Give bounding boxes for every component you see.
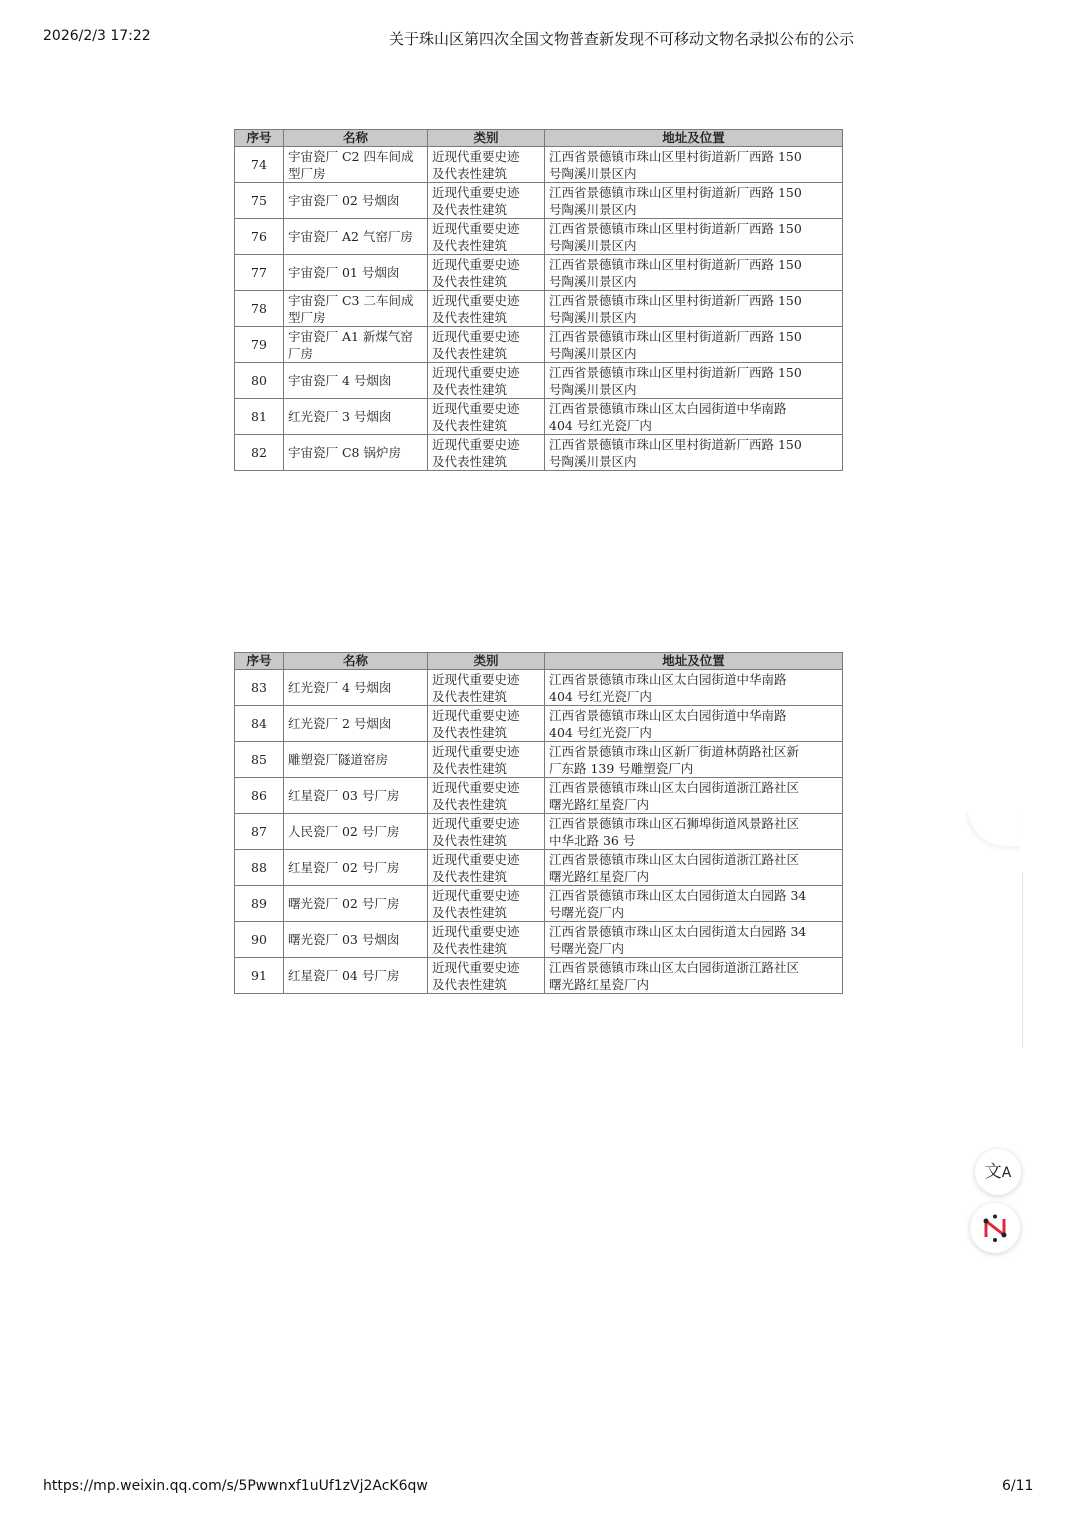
- cell-name: 曙光瓷厂 02 号厂房: [284, 886, 428, 922]
- cell-number: 89: [235, 886, 284, 922]
- print-footer-page: 6/11: [1002, 1478, 1034, 1494]
- table-row: [235, 778, 843, 814]
- cell-category: 近现代重要史迹 及代表性建筑: [428, 291, 545, 327]
- cell-name: 红光瓷厂 3 号烟囱: [284, 399, 428, 435]
- cell-address: 江西省景德镇市珠山区太白园街道中华南路 404 号红光瓷厂内: [545, 399, 843, 435]
- cell-address: 江西省景德镇市珠山区里村街道新厂西路 150 号陶溪川景区内: [545, 363, 843, 399]
- cell-address: 江西省景德镇市珠山区里村街道新厂西路 150 号陶溪川景区内: [545, 255, 843, 291]
- table-row: [235, 886, 843, 922]
- cell-address: 江西省景德镇市珠山区太白园街道浙江路社区 曙光路红星瓷厂内: [545, 850, 843, 886]
- table-row: [235, 922, 843, 958]
- cell-number: 82: [235, 435, 284, 471]
- cell-number: 84: [235, 706, 284, 742]
- cell-address: 江西省景德镇市珠山区里村街道新厂西路 150 号陶溪川景区内: [545, 291, 843, 327]
- cell-name: 宇宙瓷厂 C3 二车间成 型厂房: [284, 291, 428, 327]
- table-row: [235, 255, 843, 291]
- translate-button[interactable]: [975, 1149, 1021, 1195]
- cell-number: 87: [235, 814, 284, 850]
- print-header-title: 关于珠山区第四次全国文物普查新发现不可移动文物名录拟公布的公示: [389, 30, 855, 48]
- ai-assistant-icon: [980, 1213, 1010, 1243]
- cell-number: 88: [235, 850, 284, 886]
- cell-category: 近现代重要史迹 及代表性建筑: [428, 183, 545, 219]
- cell-category: 近现代重要史迹 及代表性建筑: [428, 327, 545, 363]
- cell-number: 85: [235, 742, 284, 778]
- cell-number: 79: [235, 327, 284, 363]
- col-header-no: 序号: [235, 130, 284, 147]
- ai-assistant-button[interactable]: [970, 1203, 1020, 1253]
- table-row: [235, 435, 843, 471]
- cell-address: 江西省景德镇市珠山区里村街道新厂西路 150 号陶溪川景区内: [545, 183, 843, 219]
- cell-category: 近现代重要史迹 及代表性建筑: [428, 742, 545, 778]
- cell-number: 81: [235, 399, 284, 435]
- cell-number: 78: [235, 291, 284, 327]
- print-header-date: 2026/2/3 17:22: [43, 28, 151, 44]
- cell-name: 雕塑瓷厂隧道窑房: [284, 742, 428, 778]
- table-row: [235, 147, 843, 183]
- cell-name: 宇宙瓷厂 A2 气窑厂房: [284, 219, 428, 255]
- cell-address: 江西省景德镇市珠山区太白园街道中华南路 404 号红光瓷厂内: [545, 670, 843, 706]
- cell-address: 江西省景德镇市珠山区太白园街道浙江路社区 曙光路红星瓷厂内: [545, 958, 843, 994]
- cell-number: 80: [235, 363, 284, 399]
- cell-address: 江西省景德镇市珠山区石狮埠街道风景路社区 中华北路 36 号: [545, 814, 843, 850]
- cell-address: 江西省景德镇市珠山区里村街道新厂西路 150 号陶溪川景区内: [545, 147, 843, 183]
- cell-name: 宇宙瓷厂 4 号烟囱: [284, 363, 428, 399]
- cell-category: 近现代重要史迹 及代表性建筑: [428, 670, 545, 706]
- table-row: [235, 183, 843, 219]
- cell-address: 江西省景德镇市珠山区太白园街道中华南路 404 号红光瓷厂内: [545, 706, 843, 742]
- table-header-row: [235, 130, 843, 147]
- col-header-address: 地址及位置: [545, 653, 843, 670]
- cell-name: 宇宙瓷厂 A1 新煤气窑 厂房: [284, 327, 428, 363]
- table-row: [235, 742, 843, 778]
- table-row: [235, 291, 843, 327]
- heritage-table-1: [234, 129, 843, 471]
- col-header-name: 名称: [284, 653, 428, 670]
- cell-name: 宇宙瓷厂 02 号烟囱: [284, 183, 428, 219]
- translate-icon: 文A: [984, 1161, 1012, 1182]
- side-panel-edge: [968, 808, 1022, 846]
- cell-name: 宇宙瓷厂 C2 四车间成 型厂房: [284, 147, 428, 183]
- table-row: [235, 706, 843, 742]
- heritage-table-2: [234, 652, 843, 994]
- cell-address: 江西省景德镇市珠山区新厂街道林荫路社区新 厂东路 139 号雕塑瓷厂内: [545, 742, 843, 778]
- table-row: [235, 219, 843, 255]
- table-row: [235, 399, 843, 435]
- cell-category: 近现代重要史迹 及代表性建筑: [428, 814, 545, 850]
- col-header-category: 类别: [428, 130, 545, 147]
- cell-address: 江西省景德镇市珠山区里村街道新厂西路 150 号陶溪川景区内: [545, 327, 843, 363]
- cell-category: 近现代重要史迹 及代表性建筑: [428, 255, 545, 291]
- table-row: [235, 850, 843, 886]
- cell-number: 86: [235, 778, 284, 814]
- table-row: [235, 958, 843, 994]
- col-header-category: 类别: [428, 653, 545, 670]
- cell-category: 近现代重要史迹 及代表性建筑: [428, 706, 545, 742]
- cell-number: 83: [235, 670, 284, 706]
- cell-name: 宇宙瓷厂 01 号烟囱: [284, 255, 428, 291]
- cell-number: 74: [235, 147, 284, 183]
- side-panel-divider: [1022, 872, 1023, 1048]
- print-footer-url: https://mp.weixin.qq.com/s/5Pwwnxf1uUf1zVj2AcK6qw: [43, 1478, 428, 1494]
- cell-name: 红光瓷厂 2 号烟囱: [284, 706, 428, 742]
- cell-number: 75: [235, 183, 284, 219]
- cell-name: 红光瓷厂 4 号烟囱: [284, 670, 428, 706]
- col-header-no: 序号: [235, 653, 284, 670]
- cell-category: 近现代重要史迹 及代表性建筑: [428, 435, 545, 471]
- cell-address: 江西省景德镇市珠山区太白园街道太白园路 34 号曙光瓷厂内: [545, 886, 843, 922]
- cell-name: 人民瓷厂 02 号厂房: [284, 814, 428, 850]
- cell-category: 近现代重要史迹 及代表性建筑: [428, 147, 545, 183]
- cell-number: 77: [235, 255, 284, 291]
- table-row: [235, 814, 843, 850]
- cell-category: 近现代重要史迹 及代表性建筑: [428, 886, 545, 922]
- cell-name: 红星瓷厂 04 号厂房: [284, 958, 428, 994]
- cell-number: 90: [235, 922, 284, 958]
- cell-name: 红星瓷厂 03 号厂房: [284, 778, 428, 814]
- table-row: [235, 327, 843, 363]
- cell-address: 江西省景德镇市珠山区里村街道新厂西路 150 号陶溪川景区内: [545, 219, 843, 255]
- cell-number: 76: [235, 219, 284, 255]
- col-header-name: 名称: [284, 130, 428, 147]
- cell-number: 91: [235, 958, 284, 994]
- cell-category: 近现代重要史迹 及代表性建筑: [428, 850, 545, 886]
- table-header-row: [235, 653, 843, 670]
- cell-category: 近现代重要史迹 及代表性建筑: [428, 958, 545, 994]
- cell-category: 近现代重要史迹 及代表性建筑: [428, 363, 545, 399]
- cell-address: 江西省景德镇市珠山区太白园街道太白园路 34 号曙光瓷厂内: [545, 922, 843, 958]
- col-header-address: 地址及位置: [545, 130, 843, 147]
- cell-category: 近现代重要史迹 及代表性建筑: [428, 778, 545, 814]
- table-row: [235, 363, 843, 399]
- table-row: [235, 670, 843, 706]
- cell-category: 近现代重要史迹 及代表性建筑: [428, 399, 545, 435]
- cell-name: 红星瓷厂 02 号厂房: [284, 850, 428, 886]
- cell-name: 宇宙瓷厂 C8 锅炉房: [284, 435, 428, 471]
- cell-category: 近现代重要史迹 及代表性建筑: [428, 219, 545, 255]
- cell-category: 近现代重要史迹 及代表性建筑: [428, 922, 545, 958]
- cell-address: 江西省景德镇市珠山区里村街道新厂西路 150 号陶溪川景区内: [545, 435, 843, 471]
- cell-name: 曙光瓷厂 03 号烟囱: [284, 922, 428, 958]
- cell-address: 江西省景德镇市珠山区太白园街道浙江路社区 曙光路红星瓷厂内: [545, 778, 843, 814]
